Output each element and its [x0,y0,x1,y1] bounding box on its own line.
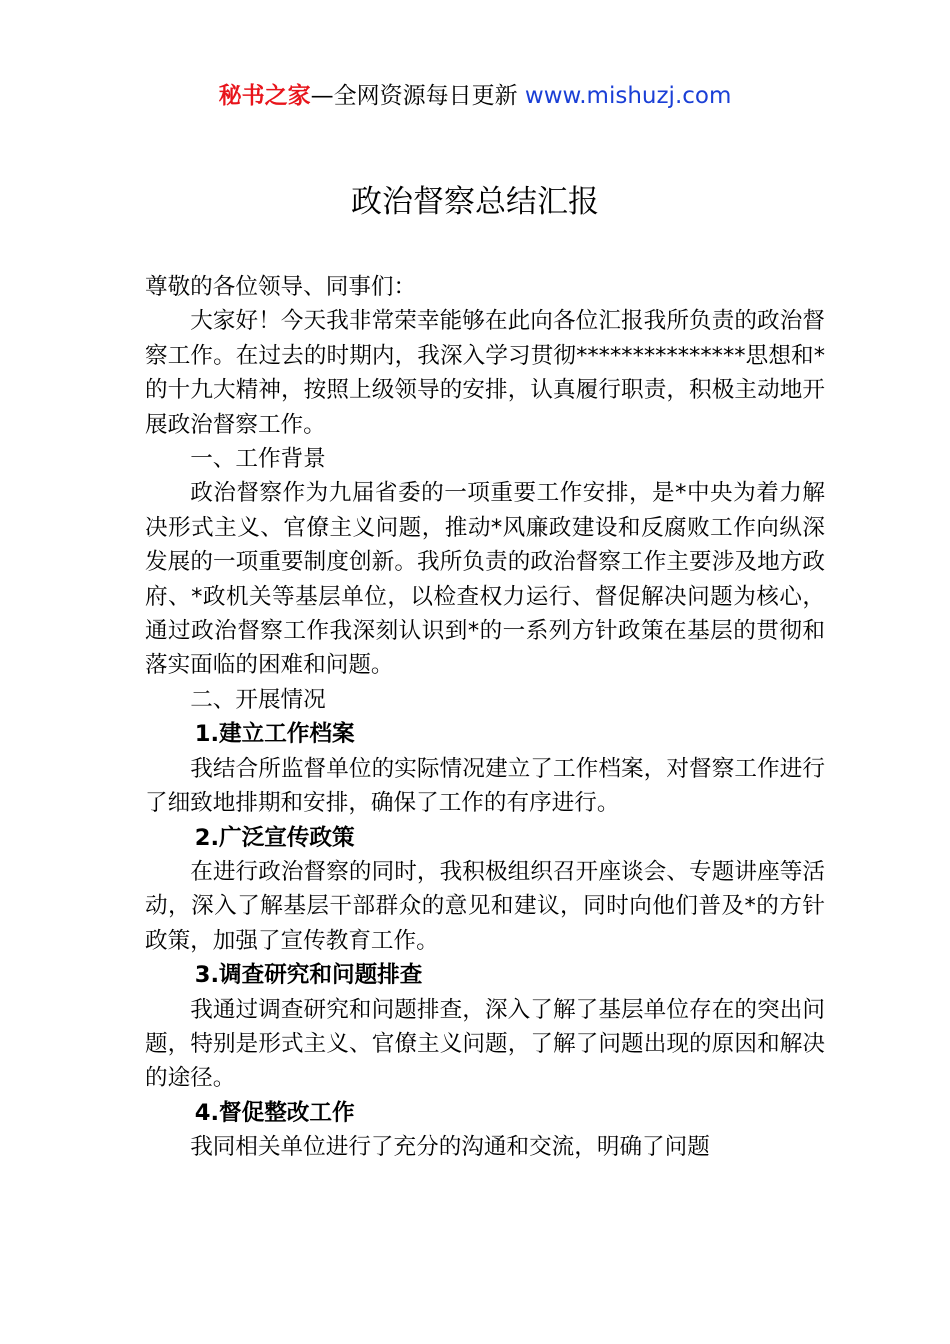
item-paragraph-rectification: 我同相关单位进行了充分的沟通和交流，明确了问题 [190,1134,710,1161]
site-brand: 秘书之家 [218,83,311,109]
item-heading-publicity: 2.广泛宣传政策 [194,824,355,851]
item-heading-rectification: 4.督促整改工作 [194,1099,355,1126]
item-paragraph-publicity: 在进行政治督察的同时，我积极组织召开座谈会、专题讲座等活动，深入了解基层干部群众的意见和建议，同时向他们普及*的方针政策，加强了宣传教育工作。 [145,858,825,954]
salutation: 尊敬的各位领导、同事们： [145,274,417,300]
document-body [145,270,825,1165]
section-heading-progress: 二、开展情况 [190,686,326,713]
document-title: 政治督察总结汇报 [351,184,599,220]
intro-paragraph: 大家好！今天我非常荣幸能够在此向各位汇报我所负责的政治督察工作。在过去的时期内，我深入学习贯彻***************思想和*的十九大精神，按照上级领导的安排，认真履行职责，积极主动地开展政治督察工作。 [145,308,825,438]
item-paragraph-archive: 我结合所监督单位的实际情况建立了工作档案，对督察工作进行了细致地排期和安排，确保了工作的有序进行。 [145,755,825,817]
background-paragraph: 政治督察作为九届省委的一项重要工作安排，是*中央为着力解决形式主义、官僚主义问题，推动*风廉政建设和反腐败工作向纵深发展的一项重要制度创新。我所负责的政治督察工作主要涉及地方政府、*政机关等基层单位，以检查权力运行、督促解决问题为核心，通过政治督察工作我深刻认识到*的一系列方针政策在基层的贯彻和落实面临的困难和问题。 [145,480,825,679]
site-tagline: —全网资源每日更新 [310,83,525,109]
site-url-link[interactable]: www.mishuzj.com [524,83,732,109]
item-heading-investigation: 3.调查研究和问题排查 [194,962,423,989]
section-heading-background: 一、工作背景 [190,446,326,473]
item-paragraph-investigation: 我通过调查研究和问题排查，深入了解了基层单位存在的突出问题，特别是形式主义、官僚主义问题，了解了问题出现的原因和解决的途径。 [145,996,825,1092]
item-heading-archive: 1.建立工作档案 [194,721,355,748]
site-header [0,80,950,112]
